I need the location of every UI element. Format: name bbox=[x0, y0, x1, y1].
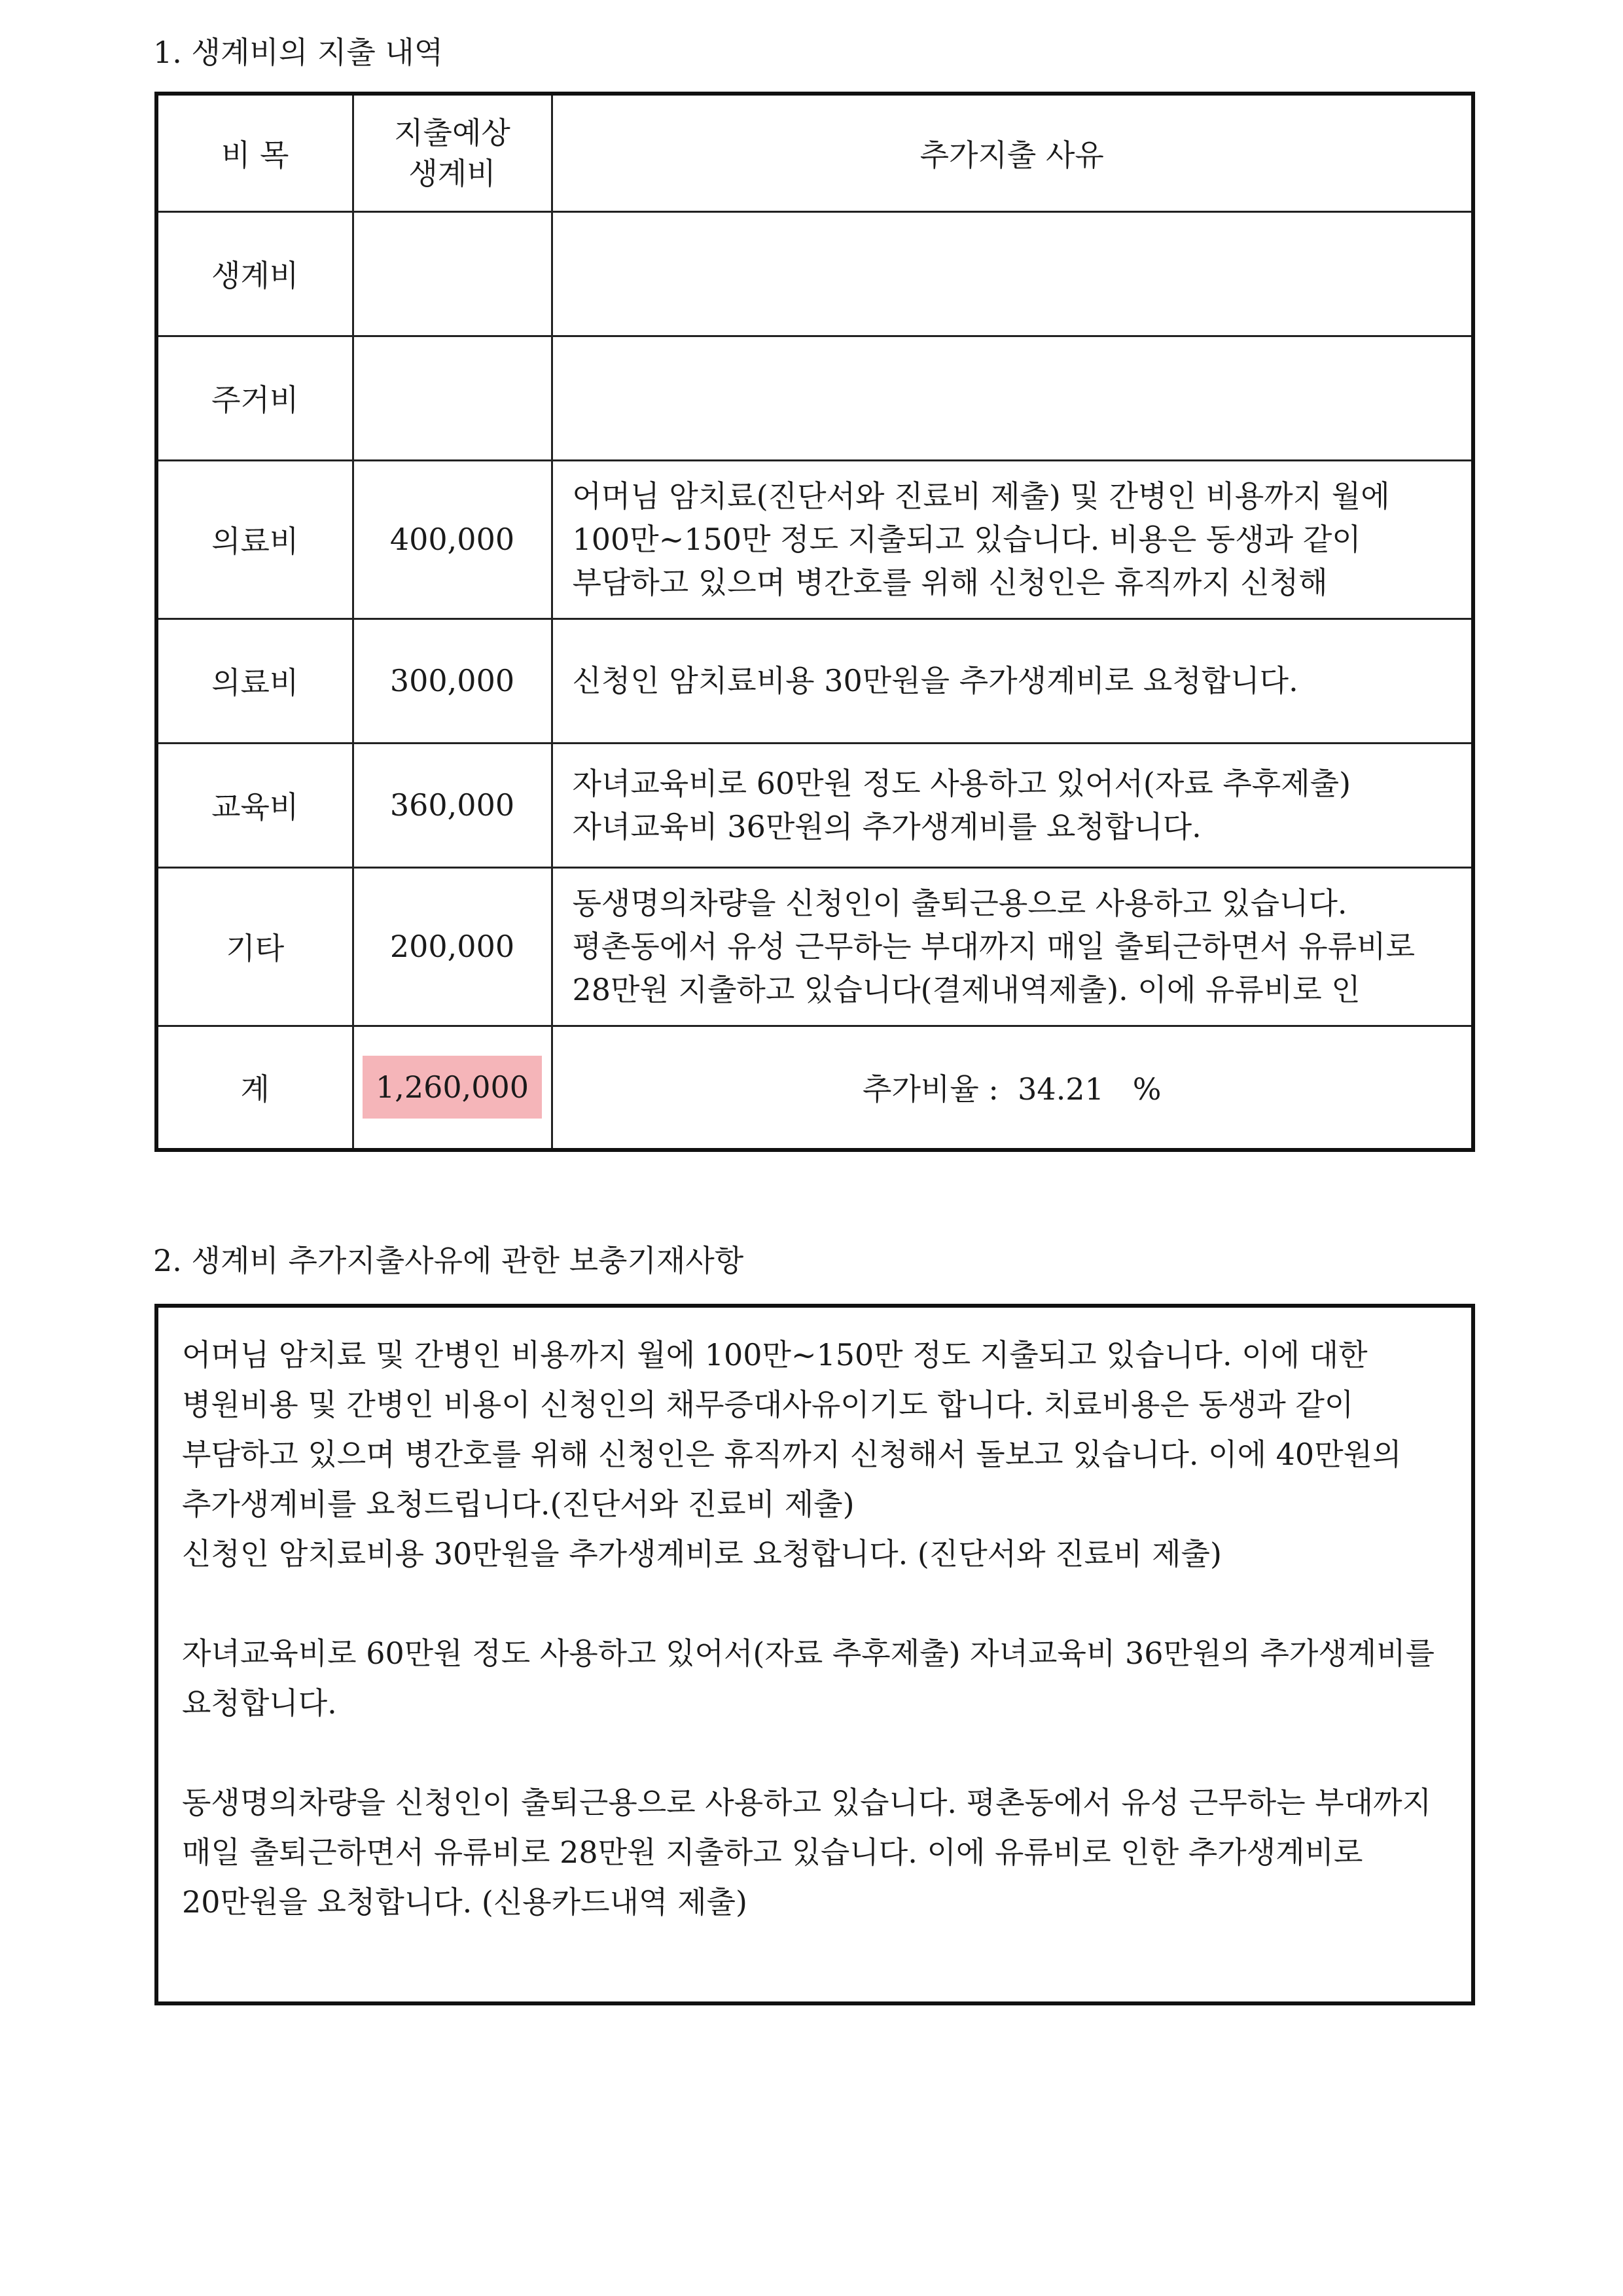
table-row bbox=[156, 460, 1473, 619]
table-row bbox=[156, 336, 1473, 460]
row-item: 의료비 bbox=[156, 460, 353, 619]
paragraph-gap bbox=[182, 1728, 1448, 1778]
row-reason bbox=[552, 336, 1473, 460]
table-header-row bbox=[156, 94, 1473, 211]
section-2-title: 2. 생계비 추가지출사유에 관한 보충기재사항 bbox=[153, 1243, 744, 1278]
total-row bbox=[156, 1026, 1473, 1150]
total-amount-cell bbox=[353, 1026, 552, 1150]
supplementary-notes-box bbox=[154, 1304, 1475, 2005]
note-paragraph: 어머님 암치료 및 간병인 비용까지 월에 100만~150만 정도 지출되고 있습니다. 이에 대한 병원비용 및 간병인 비용이 신청인의 채무증대사유이기도 합니다. 치료비용은 동생과 같이 부담하고 있으며 병간호를 위해 신청인은 휴직까지 신청해서 돌보고 있습니다. 이에 40만원의 추가생계비를 요청드립니다.(진단서와 진료비 제출) bbox=[182, 1337, 1402, 1522]
header-expected-line2: 생계비 bbox=[408, 155, 496, 191]
ratio-label: 추가비율 : bbox=[863, 1071, 999, 1107]
row-amount: 300,000 bbox=[353, 619, 552, 743]
header-expected bbox=[353, 94, 552, 211]
expense-table bbox=[154, 92, 1475, 1152]
note-paragraph: 자녀교육비로 60만원 정도 사용하고 있어서(자료 추후제출) 자녀교육비 36만원의 추가생계비를 요청합니다. bbox=[182, 1636, 1435, 1721]
ratio-unit: % bbox=[1132, 1071, 1162, 1107]
row-amount: 360,000 bbox=[353, 743, 552, 867]
table-row bbox=[156, 867, 1473, 1026]
table-row bbox=[156, 743, 1473, 867]
table-row bbox=[156, 211, 1473, 336]
header-item: 비 목 bbox=[156, 94, 353, 211]
row-reason: 동생명의차량을 신청인이 출퇴근용으로 사용하고 있습니다. 평촌동에서 유성 근무하는 부대까지 매일 출퇴근하면서 유류비로 28만원 지출하고 있습니다(결제내역제출). 이에 유류비로 인 bbox=[552, 867, 1473, 1026]
table-row bbox=[156, 619, 1473, 743]
total-amount: 1,260,000 bbox=[363, 1056, 542, 1119]
row-reason: 어머님 암치료(진단서와 진료비 제출) 및 간병인 비용까지 월에 100만~150만 정도 지출되고 있습니다. 비용은 동생과 같이 부담하고 있으며 병간호를 위해 신청인은 휴직까지 신청해 bbox=[552, 460, 1473, 619]
row-amount: 400,000 bbox=[353, 460, 552, 619]
row-item: 주거비 bbox=[156, 336, 353, 460]
row-amount bbox=[353, 336, 552, 460]
paragraph-gap bbox=[182, 1579, 1448, 1628]
row-item: 의료비 bbox=[156, 619, 353, 743]
row-reason: 신청인 암치료비용 30만원을 추가생계비로 요청합니다. bbox=[552, 619, 1473, 743]
row-reason bbox=[552, 211, 1473, 336]
header-reason: 추가지출 사유 bbox=[552, 94, 1473, 211]
total-label: 계 bbox=[156, 1026, 353, 1150]
header-expected-line1: 지출예상 bbox=[394, 115, 510, 151]
row-item: 생계비 bbox=[156, 211, 353, 336]
row-item: 기타 bbox=[156, 867, 353, 1026]
row-amount: 200,000 bbox=[353, 867, 552, 1026]
section-1-title: 1. 생계비의 지출 내역 bbox=[153, 35, 444, 70]
row-amount bbox=[353, 211, 552, 336]
row-reason: 자녀교육비로 60만원 정도 사용하고 있어서(자료 추후제출) 자녀교육비 36만원의 추가생계비를 요청합니다. bbox=[552, 743, 1473, 867]
row-item: 교육비 bbox=[156, 743, 353, 867]
ratio-value: 34.21 bbox=[1018, 1071, 1104, 1107]
note-paragraph: 신청인 암치료비용 30만원을 추가생계비로 요청합니다. (진단서와 진료비 제출) bbox=[182, 1536, 1222, 1571]
note-paragraph: 동생명의차량을 신청인이 출퇴근용으로 사용하고 있습니다. 평촌동에서 유성 근무하는 부대까지 매일 출퇴근하면서 유류비로 28만원 지출하고 있습니다. 이에 유류비로 인한 추가생계비로 20만원을 요청합니다. (신용카드내역 제출) bbox=[182, 1785, 1432, 1920]
additional-ratio bbox=[552, 1026, 1473, 1150]
